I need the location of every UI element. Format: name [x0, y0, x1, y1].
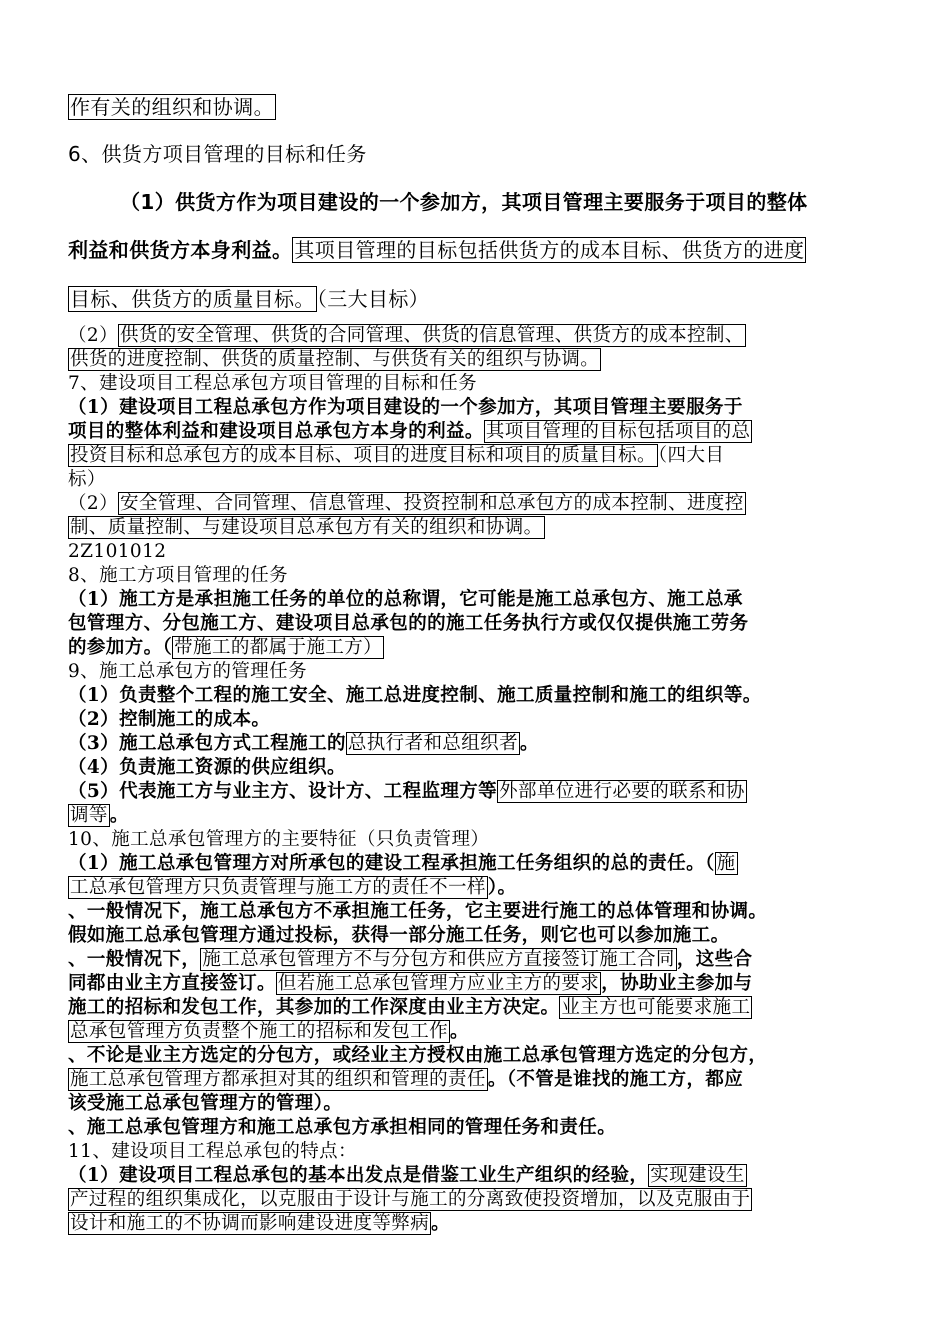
boxed-text: 供货的安全管理、供货的合同管理、供货的信息管理、供货方的成本控制、	[119, 325, 744, 346]
boxed-text: 作有关的组织和协调。	[70, 95, 274, 119]
item-number: （2）	[68, 493, 118, 514]
boxed-text: 总执行者和总组织者	[347, 733, 518, 754]
item-number: （2）	[68, 325, 118, 346]
line	[68, 1212, 767, 1236]
boxed-text: 施工总承包管理方不与分包方和供应方直接签订施工合同	[202, 949, 675, 970]
bold-text: （1）施工总承包管理方对所承包的建设工程承担施工任务组织的总的责任。（	[68, 853, 715, 874]
bold-text: （1）建设项目工程总承包的基本出发点是借鉴工业生产组织的经验，	[68, 1165, 649, 1186]
line	[68, 804, 767, 828]
paragraph-line: （1）施工方是承担施工任务的单位的总称谓，它可能是施工总承包方、施工总承	[68, 589, 743, 610]
note-text: （三大目标）	[316, 287, 430, 311]
line	[68, 1164, 767, 1188]
line	[68, 972, 767, 996]
bold-text: 施工的招标和发包工作，其参加的工作深度由业主方决定。	[68, 997, 560, 1018]
boxed-text: 目标、供货方的质量目标。	[70, 287, 315, 311]
section-body	[68, 324, 767, 1236]
line	[68, 492, 767, 516]
paragraph-line: 、一般情况下，施工总承包方不承担施工任务，它主要进行施工的总体管理和协调。	[68, 901, 768, 922]
boxed-text: 其项目管理的目标包括项目的总	[485, 421, 751, 442]
note-text: （四大目	[657, 445, 725, 466]
punctuation: 。	[519, 733, 539, 754]
line	[68, 996, 767, 1020]
boxed-text: 总承包管理方负责整个施工的招标和发包工作	[70, 1021, 449, 1042]
line	[68, 732, 767, 756]
boxed-text: 业主方也可能要求施工	[561, 997, 751, 1018]
heading-11: 11、建设项目工程总承包的特点：	[68, 1141, 357, 1162]
boxed-text: 投资目标和总承包方的成本目标、项目的进度目标和项目的质量目标。	[70, 445, 656, 466]
line	[68, 1068, 767, 1092]
line	[68, 233, 806, 267]
heading-6: 6、供货方项目管理的目标和任务	[68, 142, 367, 166]
line	[68, 876, 767, 900]
bold-text: 、一般情况下，	[68, 949, 201, 970]
paragraph-line: 该受施工总承包管理方的管理）。	[68, 1093, 343, 1114]
bold-text: 项目的整体利益和建设项目总承包方本身的利益。	[68, 421, 484, 442]
paragraph-line: 、不论是业主方选定的分包方，或经业主方授权由施工总承包管理方选定的分包方，	[68, 1045, 768, 1066]
line	[68, 1188, 767, 1212]
section-code: 2Z101012	[68, 541, 167, 562]
boxed-text: 外部单位进行必要的联系和协	[499, 781, 745, 802]
boxed-text: 调等	[70, 805, 108, 826]
paragraph-line: （2）控制施工的成本。	[68, 709, 271, 730]
paragraph-line: 假如施工总承包管理方通过投标，获得一部分施工任务，则它也可以参加施工。	[68, 925, 730, 946]
line	[68, 852, 767, 876]
punctuation: ）。	[487, 877, 517, 898]
heading-10: 10、施工总承包管理方的主要特征（只负责管理）	[68, 829, 490, 850]
boxed-text: 施工总承包管理方都承担对其的组织和管理的责任	[70, 1069, 486, 1090]
bold-text: 。（不管是谁找的施工方，都应	[487, 1069, 744, 1090]
punctuation: 。	[431, 1213, 451, 1234]
bold-text: 的参加方。（	[68, 637, 173, 658]
boxed-text: 制、质量控制、与建设项目总承包方有关的组织和协调。	[70, 517, 543, 538]
boxed-text: 工总承包管理方只负责管理与施工方的责任不一样	[70, 877, 486, 898]
line	[68, 444, 767, 468]
paragraph-line: （1）供货方作为项目建设的一个参加方，其项目管理主要服务于项目的整体	[120, 190, 808, 214]
heading-7: 7、建设项目工程总承包方项目管理的目标和任务	[68, 373, 478, 394]
boxed-text: 产过程的组织集成化，以克服由于设计与施工的分离致使投资增加，以及克服由于	[70, 1189, 751, 1210]
paragraph-line: （4）负责施工资源的供应组织。	[68, 757, 346, 778]
line	[68, 90, 276, 124]
paragraph-line: 包管理方、分包施工方、建设项目总承包的的施工任务执行方或仅仅提供施工劳务	[68, 613, 749, 634]
line	[68, 1020, 767, 1044]
boxed-text: 设计和施工的不协调而影响建设进度等弊病	[70, 1213, 430, 1234]
line	[68, 948, 767, 972]
heading-9: 9、施工总承包方的管理任务	[68, 661, 307, 682]
line	[68, 420, 767, 444]
line	[68, 324, 767, 348]
line	[68, 636, 767, 660]
line	[68, 780, 767, 804]
boxed-text: 供货的进度控制、供货的质量控制、与供货有关的组织与协调。	[70, 349, 600, 370]
line	[68, 516, 767, 540]
boxed-text: 但若施工总承包管理方应业主方的要求	[277, 973, 600, 994]
bold-text: ，协助业主参加与	[601, 973, 753, 994]
punctuation: 。	[109, 805, 129, 826]
bold-text: ，这些合	[676, 949, 753, 970]
paragraph-line: （1）建设项目工程总承包方作为项目建设的一个参加方，其项目管理主要服务于	[68, 397, 743, 418]
boxed-text: 其项目管理的目标包括供货方的成本目标、供货方的进度	[294, 238, 805, 262]
heading-8: 8、施工方项目管理的任务	[68, 565, 289, 586]
bold-text: （5）代表施工方与业主方、设计方、工程监理方等	[68, 781, 498, 802]
line	[68, 348, 767, 372]
boxed-text: 施	[716, 853, 736, 874]
boxed-text: 实现建设生	[650, 1165, 745, 1186]
bold-text: 利益和供货方本身利益。	[68, 238, 293, 262]
paragraph-line: 、施工总承包管理方和施工总承包方承担相同的管理任务和责任。	[68, 1117, 617, 1138]
boxed-text: 带施工的都属于施工方）	[174, 637, 383, 658]
punctuation: 。	[450, 1021, 469, 1042]
line	[68, 282, 429, 316]
bold-text: 同都由业主方直接签订。	[68, 973, 276, 994]
boxed-text: 安全管理、合同管理、信息管理、投资控制和总承包方的成本控制、进度控	[119, 493, 744, 514]
bold-text: （3）施工总承包方式工程施工的	[68, 733, 346, 754]
note-text: 标）	[68, 469, 106, 490]
paragraph-line: （1）负责整个工程的施工安全、施工总进度控制、施工质量控制和施工的组织等。	[68, 685, 762, 706]
